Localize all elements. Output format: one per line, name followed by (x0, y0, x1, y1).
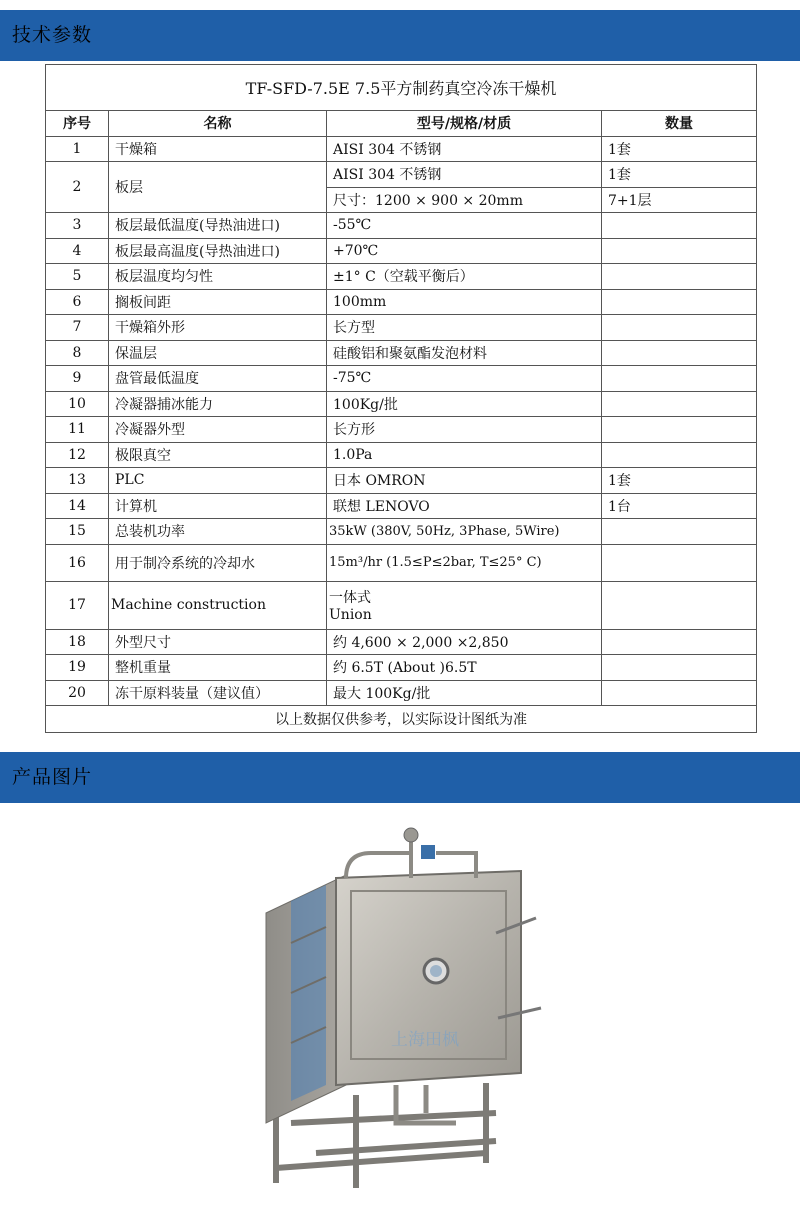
row-spec: 15m³/hr (1.5≤P≤2bar, T≤25° C) (327, 544, 602, 581)
row-qty-layers: 7+1层 (602, 187, 757, 213)
row-no: 13 (46, 468, 109, 494)
row-spec: 最大 100Kg/批 (327, 680, 602, 706)
row-spec: 约 6.5T (About )6.5T (327, 655, 602, 681)
table-row (46, 544, 757, 581)
row-no: 15 (46, 519, 109, 545)
col-header-qty: 数量 (602, 111, 757, 137)
row-qty: 1套 (602, 162, 757, 188)
row-qty: 1台 (602, 493, 757, 519)
row-qty (602, 315, 757, 341)
row-spec: 联想 LENOVO (327, 493, 602, 519)
table-row (46, 680, 757, 706)
row-spec: 日本 OMRON (327, 468, 602, 494)
row-no: 7 (46, 315, 109, 341)
row-no: 5 (46, 264, 109, 290)
photo-section-title: 产品图片 (12, 766, 93, 788)
row-name: 极限真空 (109, 442, 327, 468)
row-spec: 长方型 (327, 315, 602, 341)
row-qty (602, 544, 757, 581)
row-name: 冷凝器外型 (109, 417, 327, 443)
row-spec: ±1° C（空载平衡后） (327, 264, 602, 290)
row-qty (602, 366, 757, 392)
row-name: 板层温度均匀性 (109, 264, 327, 290)
row-no: 3 (46, 213, 109, 239)
row-qty (602, 680, 757, 706)
row-spec: 100Kg/批 (327, 391, 602, 417)
row-no: 6 (46, 289, 109, 315)
row-no: 14 (46, 493, 109, 519)
row-qty (602, 581, 757, 629)
row-name: 盘管最低温度 (109, 366, 327, 392)
row-spec-line1: 一体式 (329, 590, 371, 606)
row-qty (602, 391, 757, 417)
table-row (46, 519, 757, 545)
row-qty (602, 442, 757, 468)
row-qty: 1套 (602, 136, 757, 162)
row-no: 12 (46, 442, 109, 468)
photo-section-header (0, 752, 800, 803)
table-row (46, 417, 757, 443)
row-no: 11 (46, 417, 109, 443)
row-spec: -55℃ (327, 213, 602, 239)
row-qty (602, 655, 757, 681)
specs-table (45, 64, 757, 733)
row-no: 9 (46, 366, 109, 392)
table-row (46, 442, 757, 468)
product-photo (196, 823, 582, 1195)
row-qty (602, 629, 757, 655)
watermark-text: 上海田枫 (391, 1030, 459, 1050)
row-spec: 100mm (327, 289, 602, 315)
row-no: 1 (46, 136, 109, 162)
row-spec-line2: Union (329, 607, 372, 623)
row-no: 10 (46, 391, 109, 417)
row-name: 干燥箱 (109, 136, 327, 162)
row-spec: 约 4,600 × 2,000 ×2,850 (327, 629, 602, 655)
row-no: 18 (46, 629, 109, 655)
row-name: 搁板间距 (109, 289, 327, 315)
row-spec: 硅酸铝和聚氨酯发泡材料 (327, 340, 602, 366)
table-row (46, 340, 757, 366)
row-qty (602, 213, 757, 239)
table-row (46, 238, 757, 264)
col-header-no: 序号 (46, 111, 109, 137)
table-footer-note: 以上数据仅供参考，以实际设计图纸为准 (46, 706, 757, 733)
row-spec: AISI 304 不锈钢 (327, 136, 602, 162)
row-spec: 长方形 (327, 417, 602, 443)
row-qty (602, 519, 757, 545)
row-qty (602, 417, 757, 443)
row-no: 19 (46, 655, 109, 681)
row-name: 保温层 (109, 340, 327, 366)
specs-section-header (0, 10, 800, 61)
row-name: PLC (109, 468, 327, 494)
table-row (46, 366, 757, 392)
table-title: TF-SFD-7.5E 7.5平方制药真空冷冻干燥机 (46, 65, 757, 111)
row-no: 8 (46, 340, 109, 366)
row-spec: AISI 304 不锈钢 (327, 162, 602, 188)
row-spec (327, 581, 602, 629)
table-row (46, 629, 757, 655)
row-no: 16 (46, 544, 109, 581)
table-footer-row (46, 706, 757, 733)
row-name: 干燥箱外形 (109, 315, 327, 341)
table-row (46, 315, 757, 341)
table-row (46, 581, 757, 629)
row-qty (602, 238, 757, 264)
row-name: 冻干原料装量（建议值） (109, 680, 327, 706)
table-row (46, 468, 757, 494)
row-no: 2 (46, 162, 109, 213)
table-row (46, 136, 757, 162)
row-spec: 35kW (380V, 50Hz, 3Phase, 5Wire) (327, 519, 602, 545)
table-header-row (46, 111, 757, 137)
col-header-name: 名称 (109, 111, 327, 137)
row-name: 板层 (109, 162, 327, 213)
row-name: 计算机 (109, 493, 327, 519)
row-name: Machine construction (109, 581, 327, 629)
row-no: 17 (46, 581, 109, 629)
row-spec: -75℃ (327, 366, 602, 392)
row-spec: +70℃ (327, 238, 602, 264)
table-row (46, 391, 757, 417)
row-qty (602, 264, 757, 290)
row-spec-size: 尺寸：1200 × 900 × 20mm (327, 187, 602, 213)
row-name: 总装机功率 (109, 519, 327, 545)
row-name: 整机重量 (109, 655, 327, 681)
table-title-row (46, 65, 757, 111)
row-qty (602, 340, 757, 366)
specs-section-title: 技术参数 (12, 24, 93, 46)
table-row (46, 289, 757, 315)
table-row (46, 493, 757, 519)
freeze-dryer-illustration (196, 823, 582, 1195)
row-name: 板层最高温度(导热油进口) (109, 238, 327, 264)
row-spec: 1.0Pa (327, 442, 602, 468)
table-row (46, 655, 757, 681)
row-name: 外型尺寸 (109, 629, 327, 655)
col-header-spec: 型号/规格/材质 (327, 111, 602, 137)
table-row (46, 264, 757, 290)
row-name: 用于制冷系统的冷却水 (109, 544, 327, 581)
row-qty: 1套 (602, 468, 757, 494)
table-row (46, 162, 757, 188)
row-no: 20 (46, 680, 109, 706)
row-name: 板层最低温度(导热油进口) (109, 213, 327, 239)
table-row (46, 213, 757, 239)
row-qty (602, 289, 757, 315)
row-name: 冷凝器捕冰能力 (109, 391, 327, 417)
row-no: 4 (46, 238, 109, 264)
